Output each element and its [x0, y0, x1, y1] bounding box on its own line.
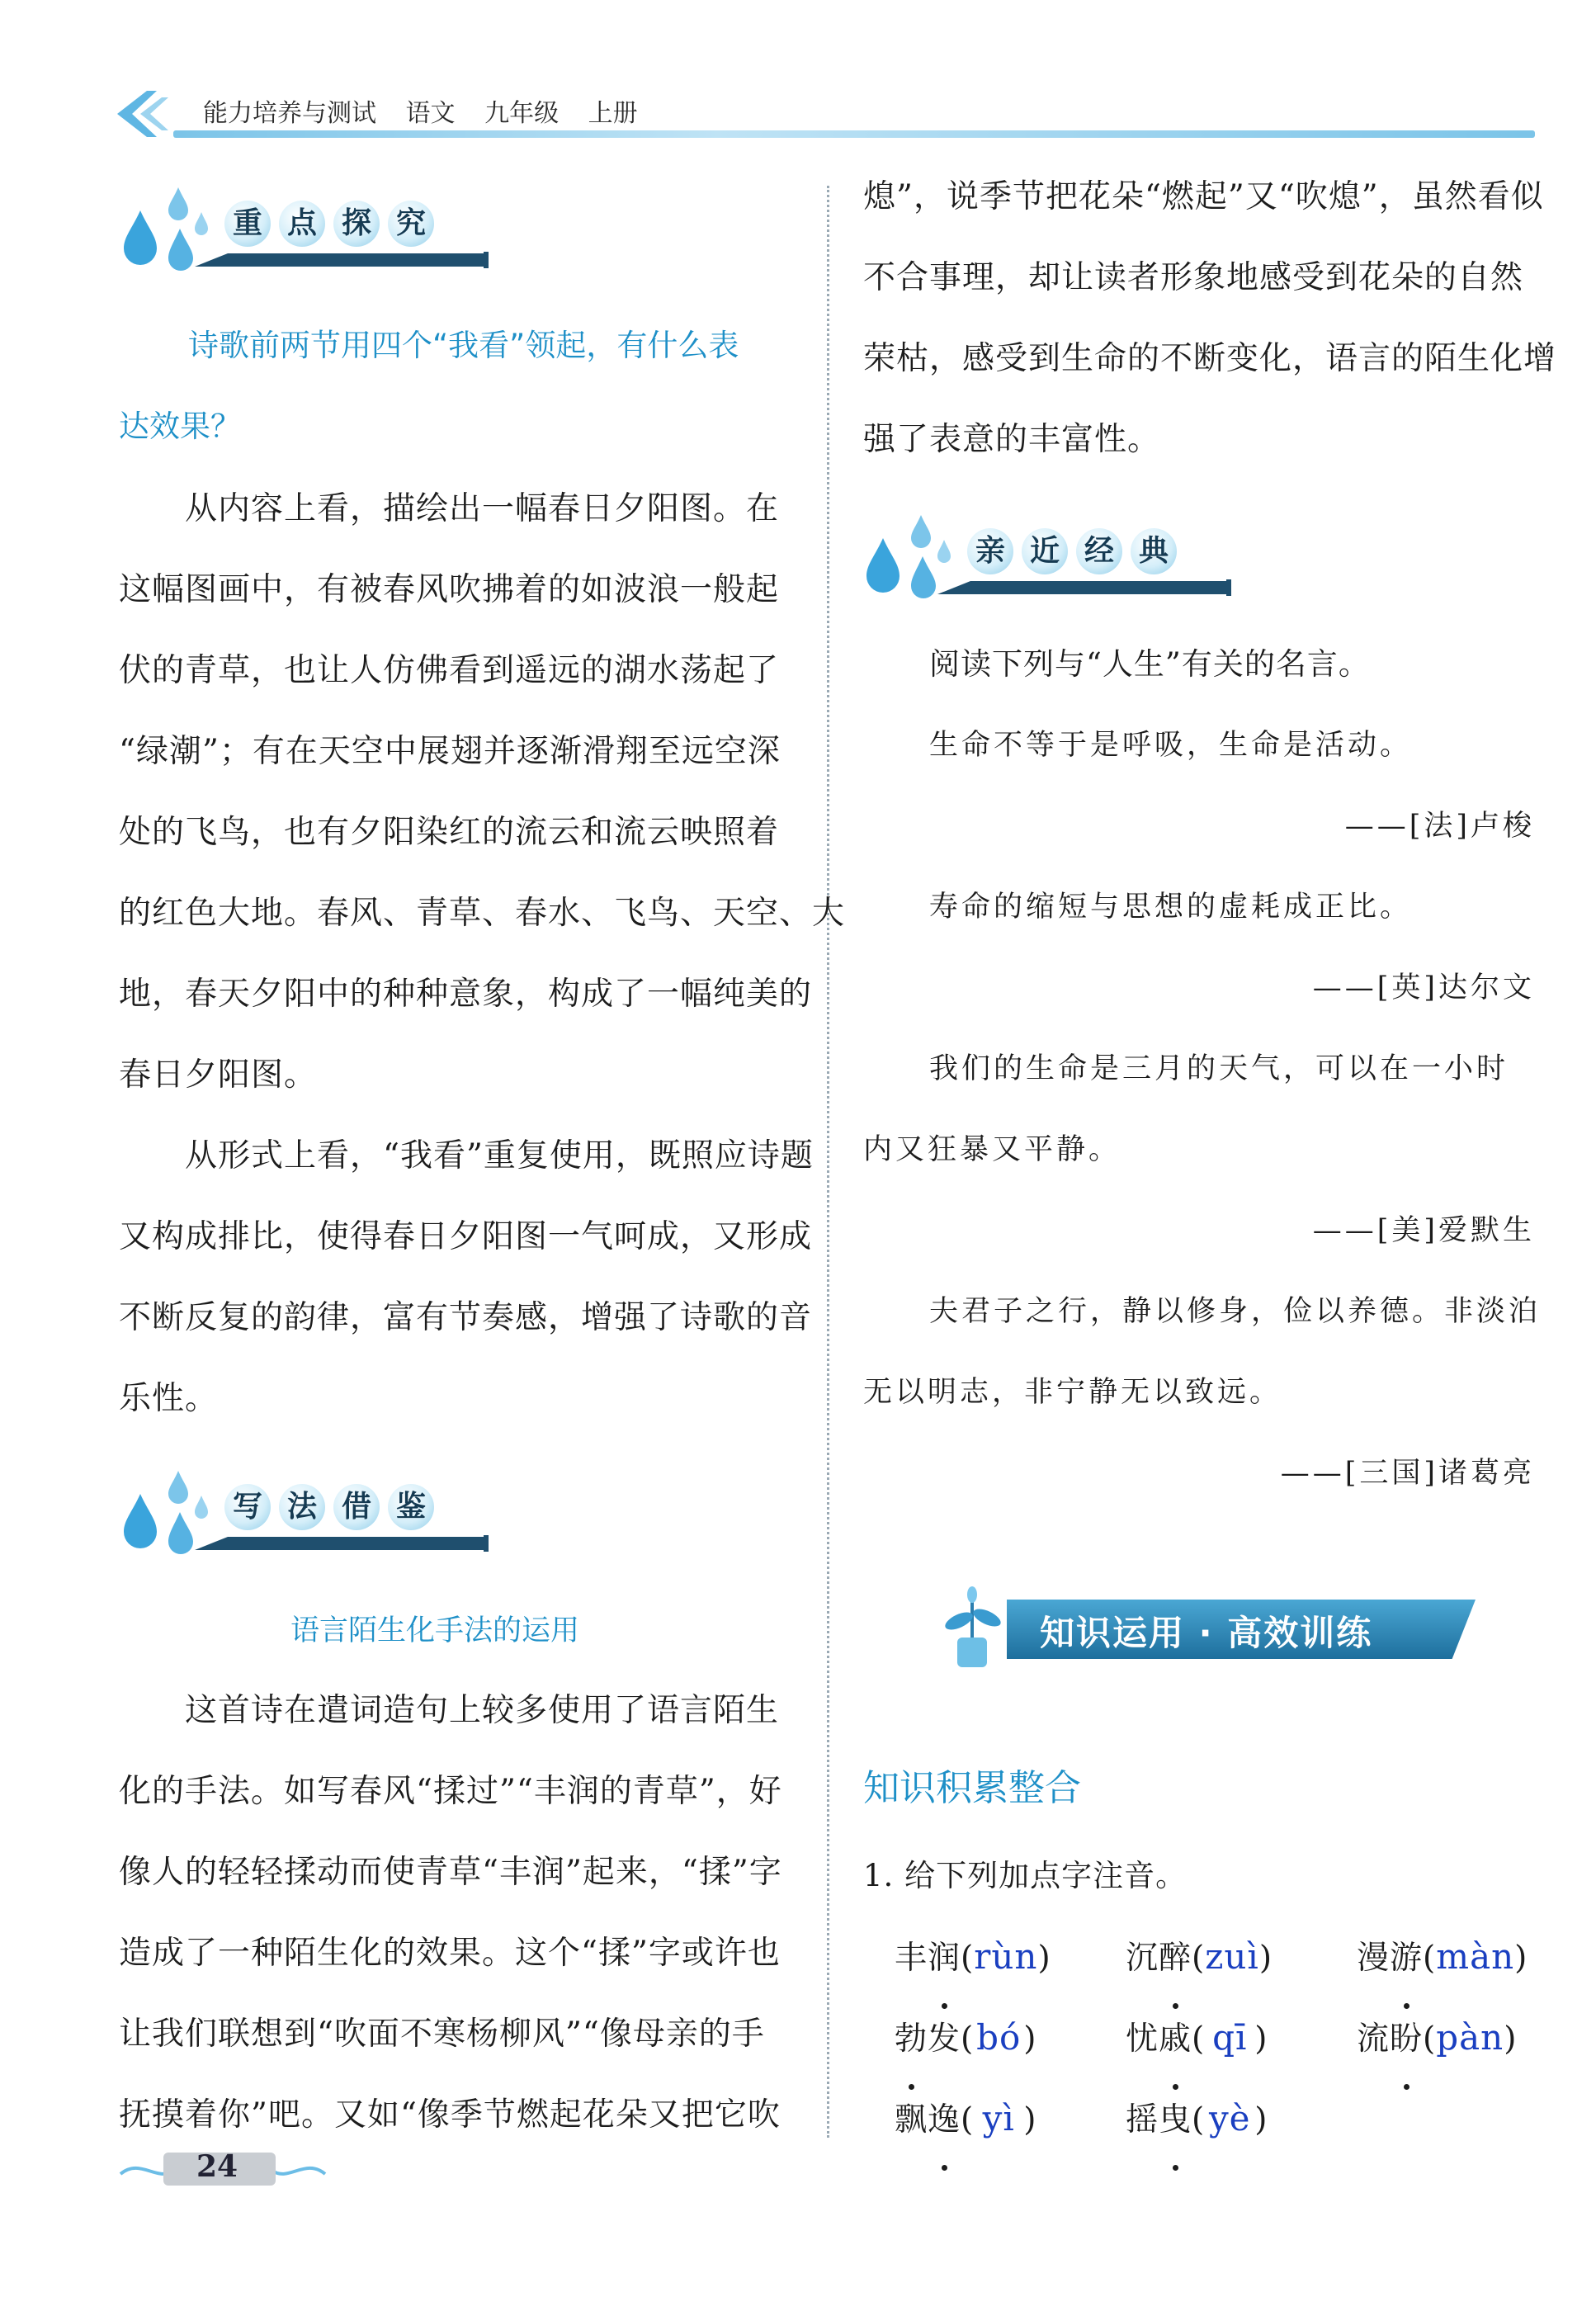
- paragraph-line: 抚摸着你”吧。又如“像季节燃起花朵又把它吹: [119, 2096, 781, 2134]
- plant-icon: [933, 1585, 1015, 1675]
- exercise-question: 1. 给下列加点字注音。: [863, 1858, 1188, 1893]
- paragraph-line: 熄”，说季节把花朵“燃起”又“吹熄”，虽然看似: [863, 178, 1544, 215]
- word-char: 漫: [1357, 1940, 1391, 1977]
- section-char: 经: [1076, 528, 1122, 574]
- section-char: 典: [1131, 528, 1177, 574]
- pinyin-item: 漫游(màn): [1357, 1916, 1528, 1999]
- paragraph-line: 乐性。: [119, 1380, 219, 1417]
- pinyin-item: 勃发(bó): [895, 1997, 1036, 2080]
- heading-underline: [195, 252, 492, 268]
- section-char: 究: [388, 201, 434, 247]
- paragraph-line: 伏的青草，也让人仿佛看到遥远的湖水荡起了: [119, 652, 780, 689]
- pinyin-answer: rùn: [974, 1936, 1038, 1977]
- paragraph-line: 地，春天夕阳中的种种意象，构成了一幅纯美的: [119, 976, 813, 1013]
- word-char: 流: [1357, 2020, 1391, 2058]
- paragraph-line: 从形式上看，“我看”重复使用，既照应诗题: [185, 1137, 814, 1174]
- heading-underline: [937, 579, 1235, 596]
- paragraph-line: 处的飞鸟，也有夕阳染红的流云和流云映照着: [119, 814, 780, 851]
- quote-line: 我们的生命是三月的天气，可以在一小时: [929, 1052, 1509, 1085]
- pinyin-answer: yì: [982, 2098, 1015, 2139]
- paragraph-line: “绿潮”；有在天空中展翅并逐渐滑翔至远空深: [119, 733, 781, 770]
- quote-line: 内又狂暴又平静。: [863, 1133, 1121, 1166]
- header-arrow-icon: [114, 89, 180, 139]
- section-char: 重: [224, 201, 271, 247]
- pinyin-item: 摇曳( yè ): [1126, 2078, 1268, 2161]
- paragraph-line: 春日夕阳图。: [119, 1056, 318, 1094]
- dotted-char: 逸: [928, 2080, 961, 2161]
- section-heading-classics: [858, 505, 1238, 596]
- word-char: 摇: [1126, 2101, 1159, 2139]
- quote-author: ——[英]达尔文: [1312, 971, 1535, 1004]
- pinyin-item: 忧戚( qī ): [1126, 1997, 1268, 2080]
- section-heading-key-exploration: [116, 177, 495, 268]
- quote-line: 夫君子之行，静以修身，俭以养德。非淡泊: [929, 1295, 1542, 1328]
- pinyin-answer: bó: [976, 2017, 1022, 2058]
- dotted-char: 润: [928, 1918, 961, 1999]
- quote-author: ——[美]爱默生: [1312, 1214, 1535, 1247]
- paragraph-line: 荣枯，感受到生命的不断变化，语言的陌生化增: [863, 340, 1557, 377]
- pinyin-answer: zuì: [1205, 1936, 1259, 1977]
- dotted-char: 戚: [1159, 1999, 1192, 2080]
- dotted-char: 勃: [895, 1999, 928, 2080]
- question-line: 诗歌前两节用四个“我看”领起，有什么表: [188, 328, 739, 363]
- header-volume: 上册: [588, 99, 638, 128]
- section-char: 点: [279, 201, 325, 247]
- header-book-title: 能力培养与测试: [203, 99, 376, 128]
- paragraph-line: 的红色大地。春风、青草、春水、飞鸟、天空、大: [119, 895, 846, 932]
- word-char: 忧: [1126, 2020, 1159, 2058]
- quote-line: 寿命的缩短与思想的虚耗成正比。: [929, 891, 1413, 924]
- paragraph-line: 这首诗在遣词造句上较多使用了语言陌生: [185, 1692, 780, 1729]
- quote-line: 无以明志，非宁静无以致远。: [863, 1376, 1282, 1409]
- classics-intro: 阅读下列与“人生”有关的名言。: [929, 646, 1370, 682]
- page-number: 24: [196, 2149, 238, 2184]
- pinyin-item: 沉醉(zuì): [1126, 1916, 1273, 1999]
- exercise-section-title: 知识积累整合: [863, 1767, 1081, 1809]
- method-subtitle: 语言陌生化手法的运用: [290, 1614, 580, 1647]
- dotted-char: 盼: [1390, 1999, 1423, 2080]
- section-banner: [933, 1585, 1485, 1675]
- pinyin-answer: màn: [1436, 1936, 1515, 1977]
- quote-author: ——[法]卢梭: [1344, 810, 1535, 843]
- header-subject: 语文: [405, 99, 456, 128]
- quote-author: ——[三国]诸葛亮: [1280, 1457, 1535, 1490]
- section-char: 写: [224, 1484, 271, 1530]
- paragraph-line: 造成了一种陌生化的效果。这个“揉”字或许也: [119, 1935, 781, 1972]
- word-char: 发: [928, 2020, 961, 2058]
- pinyin-answer: pàn: [1436, 2017, 1504, 2058]
- section-char: 鉴: [388, 1484, 434, 1530]
- section-char: 亲: [967, 528, 1013, 574]
- pinyin-answer: qī: [1212, 2017, 1248, 2058]
- running-header: [203, 92, 659, 129]
- word-char: 丰: [895, 1940, 928, 1977]
- column-divider: [827, 186, 829, 2138]
- dotted-char: 醉: [1159, 1918, 1192, 1999]
- section-char: 近: [1022, 528, 1068, 574]
- quote-line: 生命不等于是呼吸，生命是活动。: [929, 729, 1413, 762]
- section-char: 法: [279, 1484, 325, 1530]
- heading-underline: [195, 1535, 492, 1552]
- paragraph-line: 强了表意的丰富性。: [863, 421, 1161, 458]
- section-char: 借: [333, 1484, 380, 1530]
- pinyin-item: 飘逸( yì ): [895, 2078, 1036, 2161]
- paragraph-line: 不合事理，却让读者形象地感受到花朵的自然: [863, 259, 1524, 296]
- section-heading-writing-method: [116, 1461, 495, 1552]
- paragraph-line: 不断反复的韵律，富有节奏感，增强了诗歌的音: [119, 1299, 813, 1336]
- question-line: 达效果？: [119, 409, 241, 444]
- paragraph-line: 这幅图画中，有被春风吹拂着的如波浪一般起: [119, 571, 780, 608]
- dotted-char: 游: [1390, 1918, 1423, 1999]
- header-rule: [173, 130, 1535, 138]
- pinyin-item: 丰润(rùn): [895, 1916, 1051, 1999]
- pinyin-item: 流盼(pàn): [1357, 1997, 1517, 2080]
- paragraph-line: 像人的轻轻揉动而使青草“丰润”起来，“揉”字: [119, 1854, 782, 1891]
- paragraph-line: 让我们联想到“吹面不寒杨柳风”“像母亲的手: [119, 2016, 765, 2053]
- paragraph-line: 又构成排比，使得春日夕阳图一气呵成，又形成: [119, 1218, 813, 1255]
- paragraph-line: 化的手法。如写春风“揉过”“丰润的青草”，好: [119, 1773, 782, 1810]
- section-char: 探: [333, 201, 380, 247]
- dotted-char: 曳: [1159, 2080, 1192, 2161]
- paragraph-line: 从内容上看，描绘出一幅春日夕阳图。在: [185, 490, 780, 527]
- banner-title: 知识运用 · 高效训练: [1040, 1613, 1373, 1653]
- pinyin-answer: yè: [1208, 2098, 1251, 2139]
- word-char: 飘: [895, 2101, 928, 2139]
- word-char: 沉: [1126, 1940, 1159, 1977]
- header-grade: 九年级: [484, 99, 560, 128]
